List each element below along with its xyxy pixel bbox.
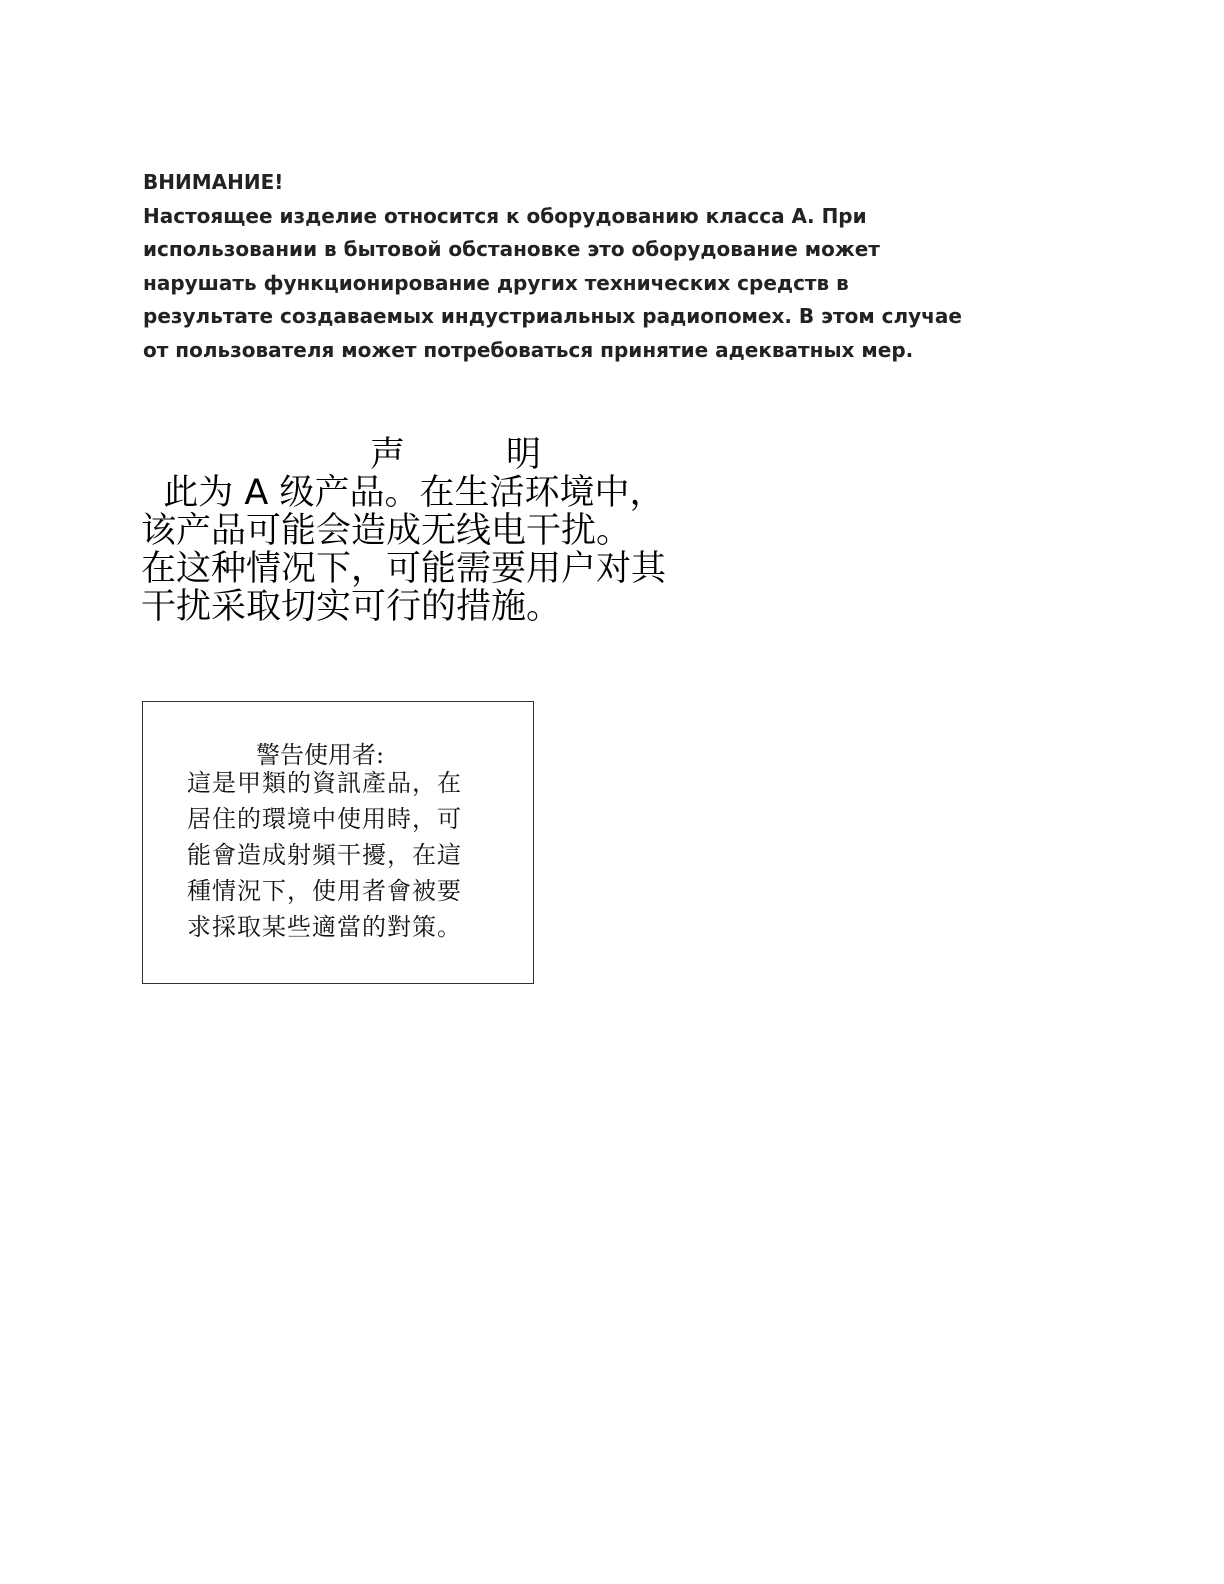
title-char: 声: [370, 435, 406, 475]
chinese-simplified-notice: [141, 436, 761, 626]
chinese-traditional-notice-line: 能會造成射頻干擾，在這: [187, 841, 462, 869]
russian-notice-line: Настоящее изделие относится к оборудованию класса А. При: [143, 203, 867, 228]
chinese-traditional-notice-line: 居住的環境中使用時，可: [187, 805, 462, 833]
chinese-traditional-notice-line: 求採取某些適當的對策。: [187, 913, 462, 941]
title-char: 明: [506, 435, 542, 475]
chinese-simplified-notice-line: 此为 A 级产品。在生活环境中，: [141, 473, 665, 513]
chinese-traditional-notice-box: [142, 701, 534, 984]
chinese-traditional-notice-body: [187, 765, 462, 945]
russian-notice-heading: ВНИМАНИЕ!: [143, 170, 284, 194]
chinese-traditional-notice-heading: 警告使用者:: [256, 741, 385, 769]
chinese-simplified-notice-title: [141, 436, 761, 474]
chinese-traditional-notice-line: 種情況下，使用者會被要: [187, 877, 462, 905]
chinese-simplified-notice-line: 该产品可能会造成无线电干扰。: [141, 511, 632, 551]
chinese-simplified-notice-line: 在这种情况下，可能需要用户对其: [141, 549, 667, 589]
chinese-traditional-notice-line: 這是甲類的資訊產品，在: [187, 769, 462, 797]
russian-notice-line: нарушать функционирование других технических средств в: [143, 270, 849, 295]
russian-notice-line: использовании в бытовой обстановке это оборудование может: [143, 237, 880, 261]
chinese-simplified-notice-line: 干扰采取切实可行的措施。: [141, 587, 562, 627]
russian-notice-line: от пользователя может потребоваться принятие адекватных мер.: [143, 337, 914, 362]
russian-notice: [143, 166, 1023, 367]
russian-notice-line: результате создаваемых индустриальных радиопомех. В этом случае: [143, 304, 962, 328]
